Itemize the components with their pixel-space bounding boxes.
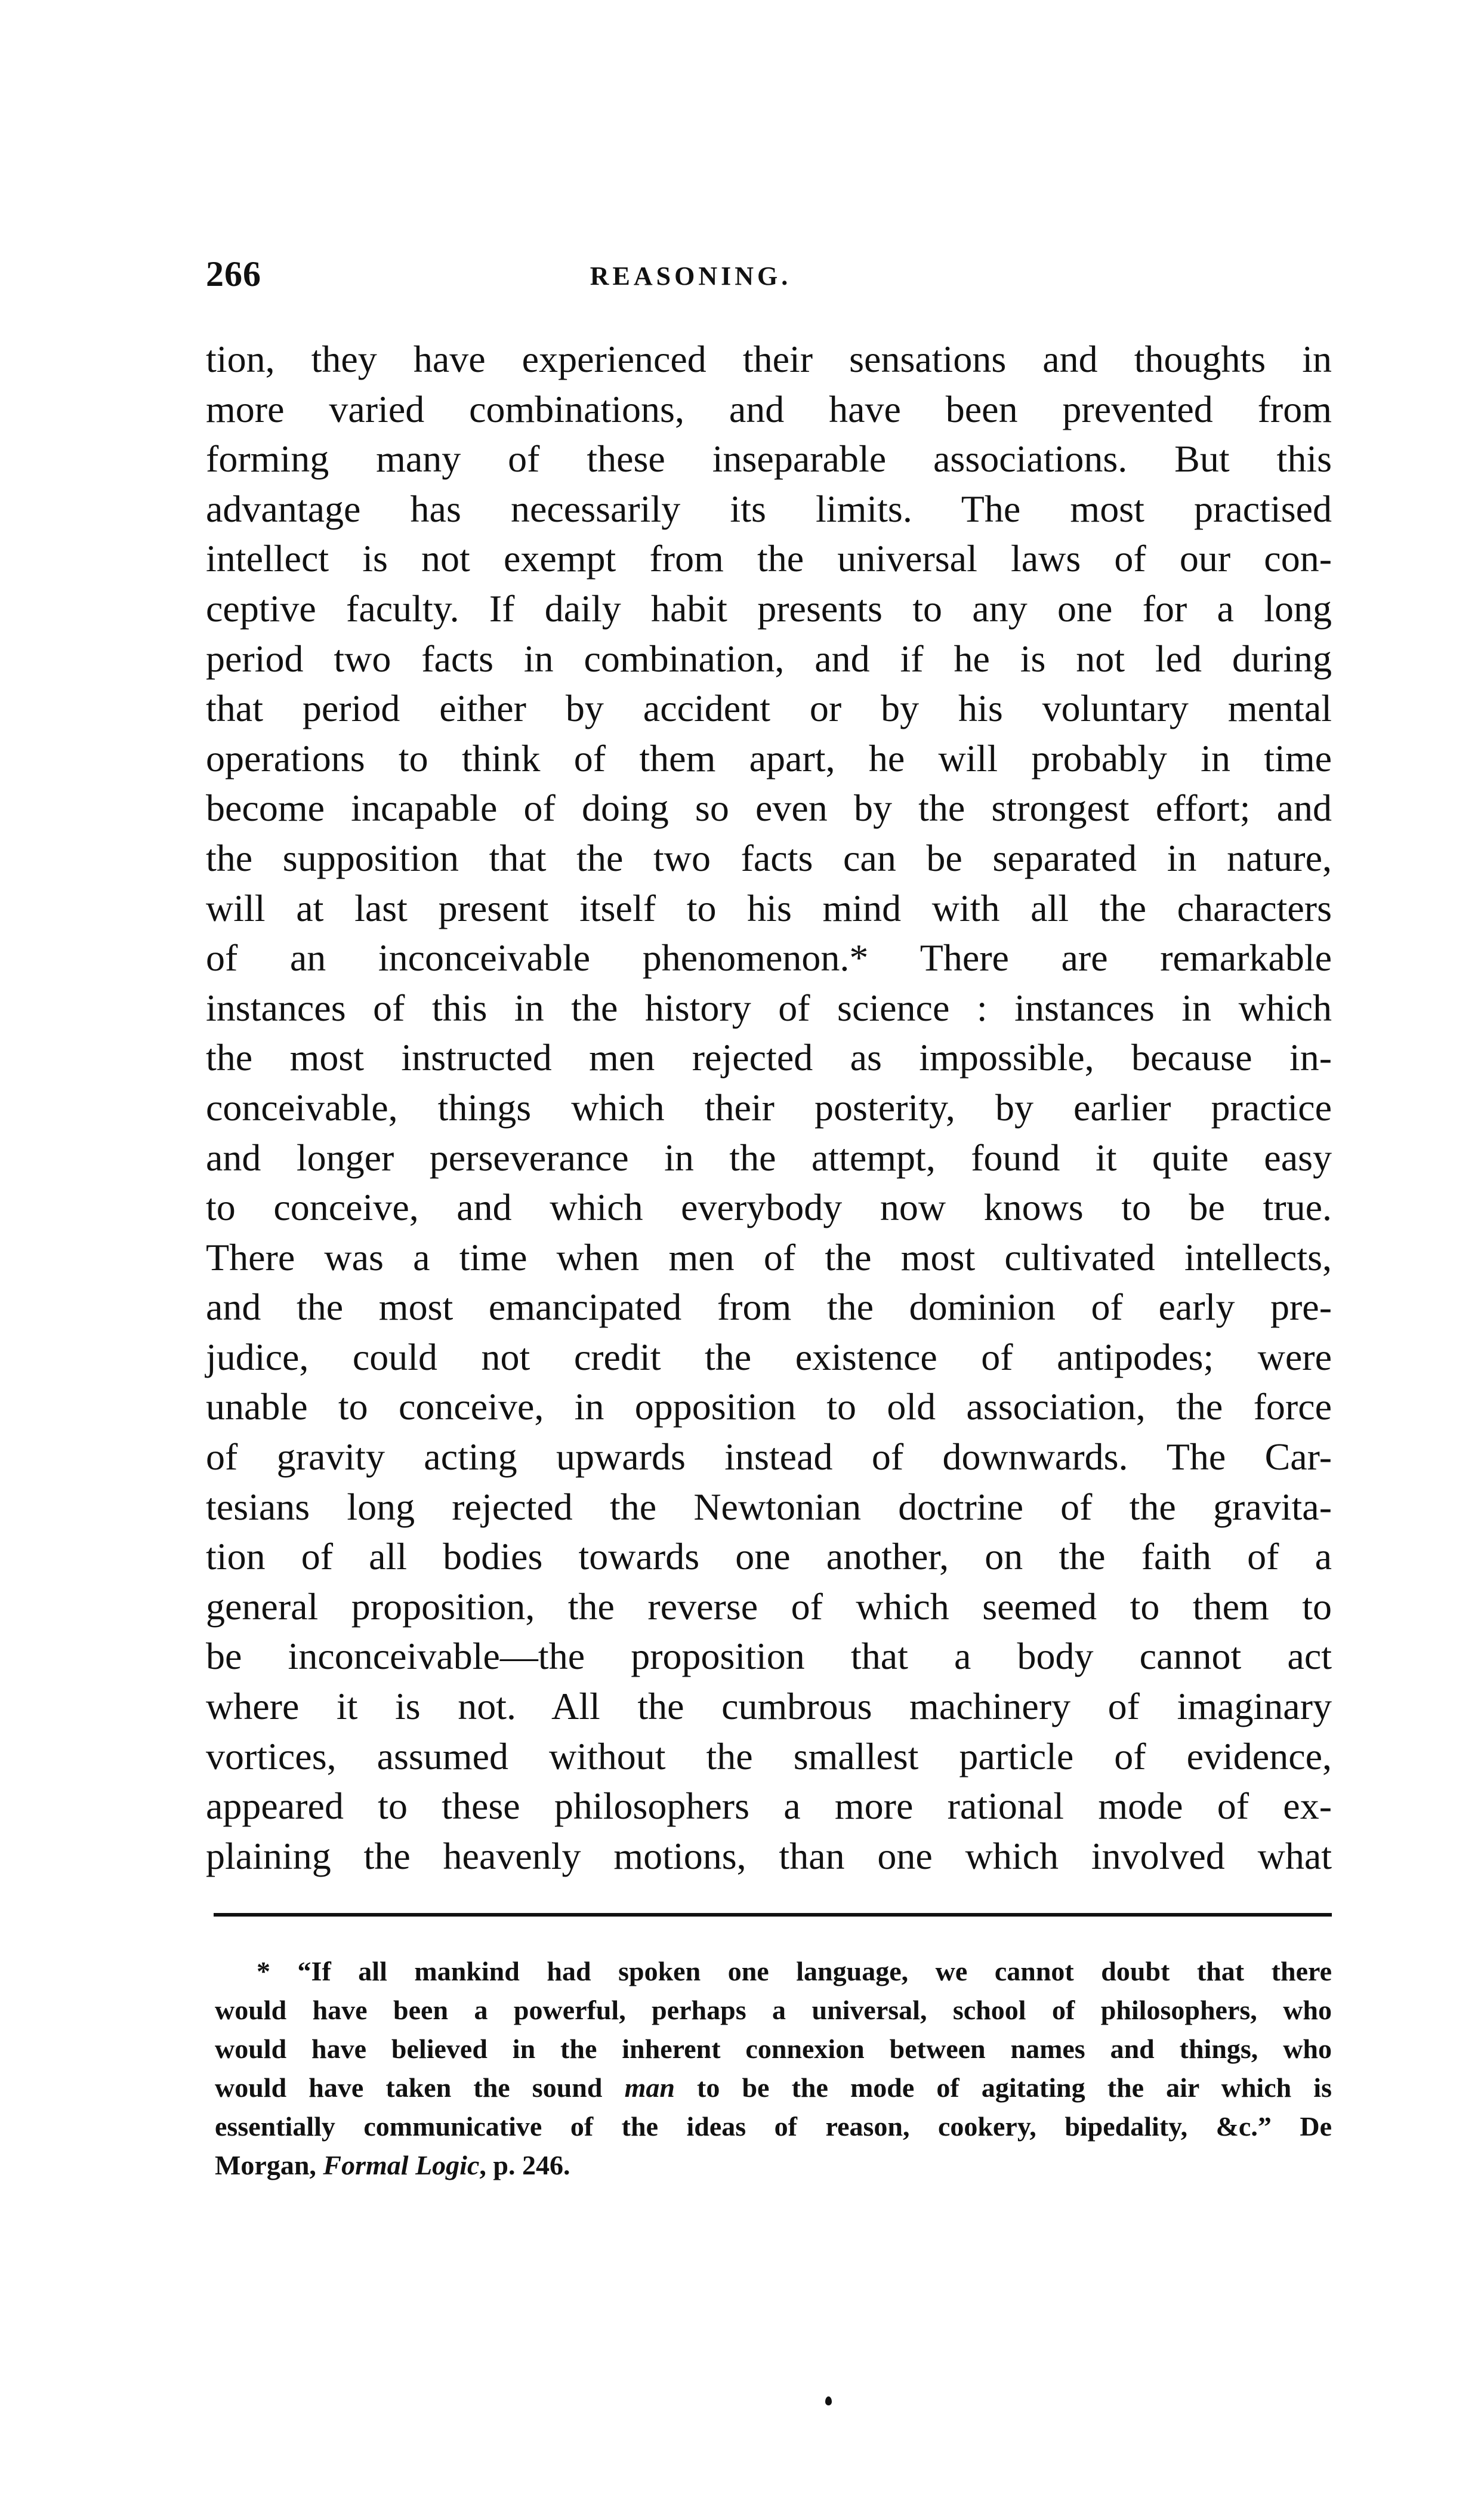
stray-ink-mark (825, 2396, 832, 2405)
body-line (206, 1133, 1332, 1183)
body-line-text: judice, could not credit the existence of antipodes; were (206, 1335, 1332, 1378)
body-line-text: where it is not. All the cumbrous machinery of imaginary (206, 1685, 1332, 1728)
body-line-text: tion, they have experienced their sensations and thoughts in (206, 338, 1332, 380)
body-line-text: will at last present itself to his mind with all the characters (206, 886, 1332, 929)
body-line-text: tesians long rejected the Newtonian doctrine of the gravita- (206, 1485, 1332, 1528)
footnote-citation-page: , p. 246. (479, 2150, 570, 2180)
body-line (206, 1382, 1332, 1432)
body-line-text: be inconceivable—the proposition that a body cannot act (206, 1635, 1332, 1678)
footnote-line (215, 1952, 1332, 1991)
body-line-text: advantage has necessarily its limits. The most practised (206, 487, 1332, 530)
body-line-text: the most instructed men rejected as impossible, because in- (206, 1036, 1332, 1079)
footnote-line-text: would have taken the sound (215, 2072, 625, 2103)
body-line (206, 1831, 1332, 1881)
footnote-line (215, 2107, 1332, 2146)
body-line-text: forming many of these inseparable associations. But this (206, 438, 1332, 480)
body-line-text: that period either by accident or by his voluntary mental (206, 687, 1332, 730)
body-line-text: appeared to these philosophers a more rational mode of ex- (206, 1785, 1332, 1828)
body-line (206, 783, 1332, 833)
body-line-text: become incapable of doing so even by the strongest effort; and (206, 787, 1332, 830)
footnote-line (215, 2029, 1332, 2068)
body-line-text: tion of all bodies towards one another, on the faith of a (206, 1535, 1332, 1578)
footnote-line-text: would have believed in the inherent connexion between names and things, who (215, 2034, 1332, 2064)
body-line (206, 833, 1332, 883)
body-line (206, 1732, 1332, 1782)
body-line (206, 1332, 1332, 1382)
body-line (206, 683, 1332, 734)
body-line-text: intellect is not exempt from the universal laws of our con- (206, 537, 1332, 580)
body-line (206, 933, 1332, 983)
footnote-citation-title: Formal Logic (323, 2150, 480, 2180)
body-line (206, 1482, 1332, 1532)
body-text (206, 334, 1332, 1881)
footnote-line (215, 1991, 1332, 2029)
body-line-text: There was a time when men of the most cultivated intellects, (206, 1236, 1332, 1279)
body-line (206, 634, 1332, 684)
body-line (206, 1083, 1332, 1133)
body-line-text: plaining the heavenly motions, than one which involved what (206, 1834, 1332, 1877)
body-line-text: unable to conceive, in opposition to old association, the force (206, 1385, 1332, 1428)
body-line-text: and longer perseverance in the attempt, found it quite easy (206, 1136, 1332, 1179)
footnote-marker: * (257, 1956, 270, 1986)
footnote-line-text: would have been a powerful, perhaps a universal, school of philosophers, who (215, 1995, 1332, 2025)
footnote-line-text: essentially communicative of the ideas of reason, cookery, bipedality, &c.” De (215, 2111, 1332, 2142)
body-line (206, 534, 1332, 584)
footnote-line-text: to be the mode of agitating the air which is (674, 2072, 1332, 2103)
body-line-text: vortices, assumed without the smallest particle of evidence, (206, 1735, 1332, 1777)
body-line (206, 1182, 1332, 1233)
body-line-text: period two facts in combination, and if he is not led during (206, 637, 1332, 680)
body-line-text: more varied combinations, and have been prevented from (206, 387, 1332, 430)
body-line (206, 1532, 1332, 1582)
body-line (206, 584, 1332, 634)
running-head (206, 254, 1331, 295)
body-line (206, 1582, 1332, 1632)
body-line (206, 484, 1332, 534)
footnote-divider (214, 1913, 1332, 1917)
body-line (206, 1432, 1332, 1482)
body-line (206, 983, 1332, 1033)
body-line-text: ceptive faculty. If daily habit presents to any one for a long (206, 587, 1332, 630)
body-line-text: instances of this in the history of science : instances in which (206, 986, 1332, 1029)
running-title: REASONING. (590, 261, 792, 291)
body-line-text: the supposition that the two facts can be separated in nature, (206, 836, 1332, 879)
body-line (206, 1781, 1332, 1831)
body-line (206, 384, 1332, 435)
footnote-citation-author: Morgan, (215, 2150, 323, 2180)
footnote-line (215, 2068, 1332, 2107)
body-line (206, 734, 1332, 784)
body-line-text: conceivable, things which their posterity, by earlier practice (206, 1086, 1332, 1129)
footnote (215, 1952, 1332, 2185)
body-line (206, 1282, 1332, 1332)
body-line-text: to conceive, and which everybody now knows to be true. (206, 1186, 1332, 1229)
body-line (206, 434, 1332, 484)
page-number: 266 (206, 254, 261, 294)
footnote-line-text: “If all mankind had spoken one language, we cannot doubt that there (297, 1956, 1332, 1986)
body-line-text: general proposition, the reverse of which seemed to them to (206, 1585, 1332, 1628)
footnote-italic-term: man (624, 2072, 675, 2103)
body-line (206, 1681, 1332, 1732)
body-line (206, 1233, 1332, 1283)
footnote-line (215, 2146, 1332, 2185)
body-line (206, 1631, 1332, 1681)
body-line-text: of an inconceivable phenomenon.* There are remarkable (206, 936, 1332, 979)
body-line (206, 883, 1332, 934)
body-line-text: of gravity acting upwards instead of downwards. The Car- (206, 1435, 1332, 1478)
body-line-text: operations to think of them apart, he will probably in time (206, 737, 1332, 780)
body-line-text: and the most emancipated from the dominion of early pre- (206, 1286, 1332, 1329)
body-line (206, 1033, 1332, 1083)
body-line (206, 334, 1332, 384)
